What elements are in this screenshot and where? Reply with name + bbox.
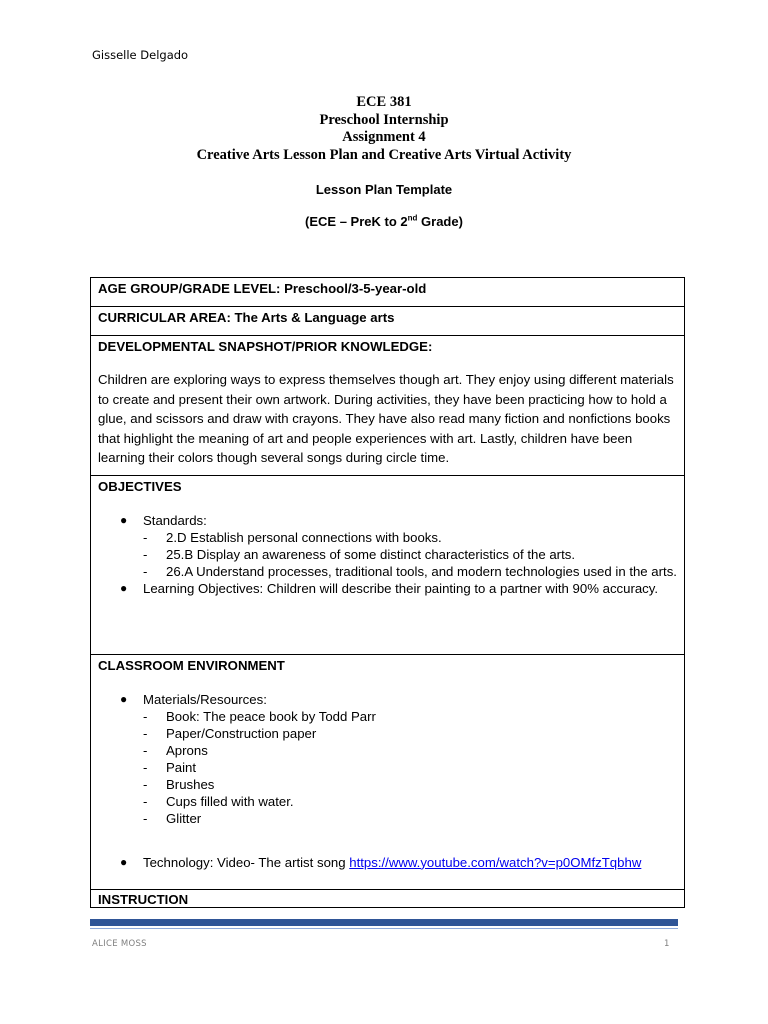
- dash-icon: -: [143, 742, 148, 758]
- template-title: Lesson Plan Template: [315, 182, 453, 197]
- environment-cell: [91, 654, 685, 889]
- material-text: Brushes: [166, 776, 215, 792]
- material-text: Paper/Construction paper: [166, 725, 317, 741]
- learning-objectives-text: Learning Objectives: Children will describe their painting to a partner with 90% accuracy.: [143, 580, 659, 596]
- learning-objectives-item: [120, 580, 677, 597]
- curricular-area-cell: CURRICULAR AREA: The Arts & Language arts: [91, 307, 685, 336]
- curricular-area-row: [91, 307, 685, 336]
- dash-icon: -: [143, 759, 148, 775]
- assignment-number: Assignment 4: [342, 129, 426, 145]
- bullet-icon: ●: [120, 854, 128, 869]
- dash-icon: -: [143, 810, 148, 826]
- materials-item: [120, 691, 677, 827]
- material-item: [143, 810, 677, 827]
- material-text: Cups filled with water.: [166, 793, 294, 809]
- dash-icon: -: [143, 546, 148, 562]
- course-code: ECE 381: [356, 94, 412, 110]
- dash-icon: -: [143, 793, 148, 809]
- technology-item: [120, 854, 677, 871]
- instruction-row: [91, 889, 685, 907]
- age-group-row: [91, 278, 685, 307]
- assignment-title: Creative Arts Lesson Plan and Creative Arts Virtual Activity: [196, 147, 572, 163]
- material-item: [143, 759, 677, 776]
- snapshot-row: [91, 336, 685, 476]
- dash-icon: -: [143, 529, 148, 545]
- material-item: [143, 742, 677, 759]
- instruction-cell: INSTRUCTION: [91, 889, 685, 907]
- grade-range-suffix: Grade): [417, 214, 463, 229]
- age-group-cell: AGE GROUP/GRADE LEVEL: Preschool/3-5-year-old: [91, 278, 685, 307]
- footer-rule: [90, 919, 678, 926]
- snapshot-cell: [91, 336, 685, 476]
- standard-item: [143, 546, 677, 563]
- bullet-icon: ●: [120, 512, 128, 527]
- standards-label: Standards:: [143, 512, 207, 528]
- material-item: [143, 776, 677, 793]
- footer-author: ALICE MOSS: [92, 939, 147, 949]
- materials-list: [143, 708, 677, 827]
- page-number: 1: [664, 939, 670, 949]
- bullet-icon: ●: [120, 580, 128, 595]
- grade-range-prefix: (ECE – PreK to 2: [305, 214, 408, 229]
- grade-range: [0, 214, 768, 229]
- objectives-list: [98, 512, 677, 597]
- lesson-plan-table: [90, 277, 685, 908]
- environment-heading: CLASSROOM ENVIRONMENT: [98, 657, 285, 673]
- material-text: Glitter: [166, 810, 202, 826]
- course-name: Preschool Internship: [319, 112, 449, 128]
- video-link[interactable]: https://www.youtube.com/watch?v=p0OMfzTqbhw: [349, 854, 642, 870]
- environment-row: [91, 654, 685, 889]
- material-item: [143, 793, 677, 810]
- standard-text: 2.D Establish personal connections with books.: [166, 529, 442, 545]
- grade-range-sup: nd: [407, 213, 418, 223]
- snapshot-text: Children are exploring ways to express themselves though art. They enjoy using different materials to create and present their own artwork. During activities, they have been practicing how to hold a glue, and scissors and draw with crayons. They have also read many fiction and nonfictions books that highlight the meaning of art and people experiences with art. Lastly, children have been learning their colors though several songs during circle time.: [98, 372, 674, 465]
- standard-text: 25.B Display an awareness of some distinct characteristics of the arts.: [166, 546, 575, 562]
- bullet-icon: ●: [120, 691, 128, 706]
- material-text: Aprons: [166, 742, 208, 758]
- standard-text: 26.A Understand processes, traditional tools, and modern technologies used in the arts.: [166, 563, 677, 579]
- objectives-cell: [91, 475, 685, 654]
- dash-icon: -: [143, 725, 148, 741]
- materials-label: Materials/Resources:: [143, 691, 267, 707]
- snapshot-heading: DEVELOPMENTAL SNAPSHOT/PRIOR KNOWLEDGE:: [98, 339, 433, 354]
- author-name: Gisselle Delgado: [92, 48, 189, 62]
- standards-list: [143, 529, 677, 580]
- standard-item: [143, 563, 677, 580]
- material-item: [143, 708, 677, 725]
- material-text: Paint: [166, 759, 197, 775]
- dash-icon: -: [143, 708, 148, 724]
- dash-icon: -: [143, 776, 148, 792]
- footer-thin-rule: [90, 928, 678, 929]
- objectives-row: [91, 475, 685, 654]
- objectives-heading: OBJECTIVES: [98, 478, 182, 494]
- material-text: Book: The peace book by Todd Parr: [166, 708, 376, 724]
- standards-item: [120, 512, 677, 580]
- technology-label: Technology: Video- The artist song: [143, 854, 350, 870]
- material-item: [143, 725, 677, 742]
- dash-icon: -: [143, 563, 148, 579]
- environment-list: [98, 691, 677, 871]
- standard-item: [143, 529, 677, 546]
